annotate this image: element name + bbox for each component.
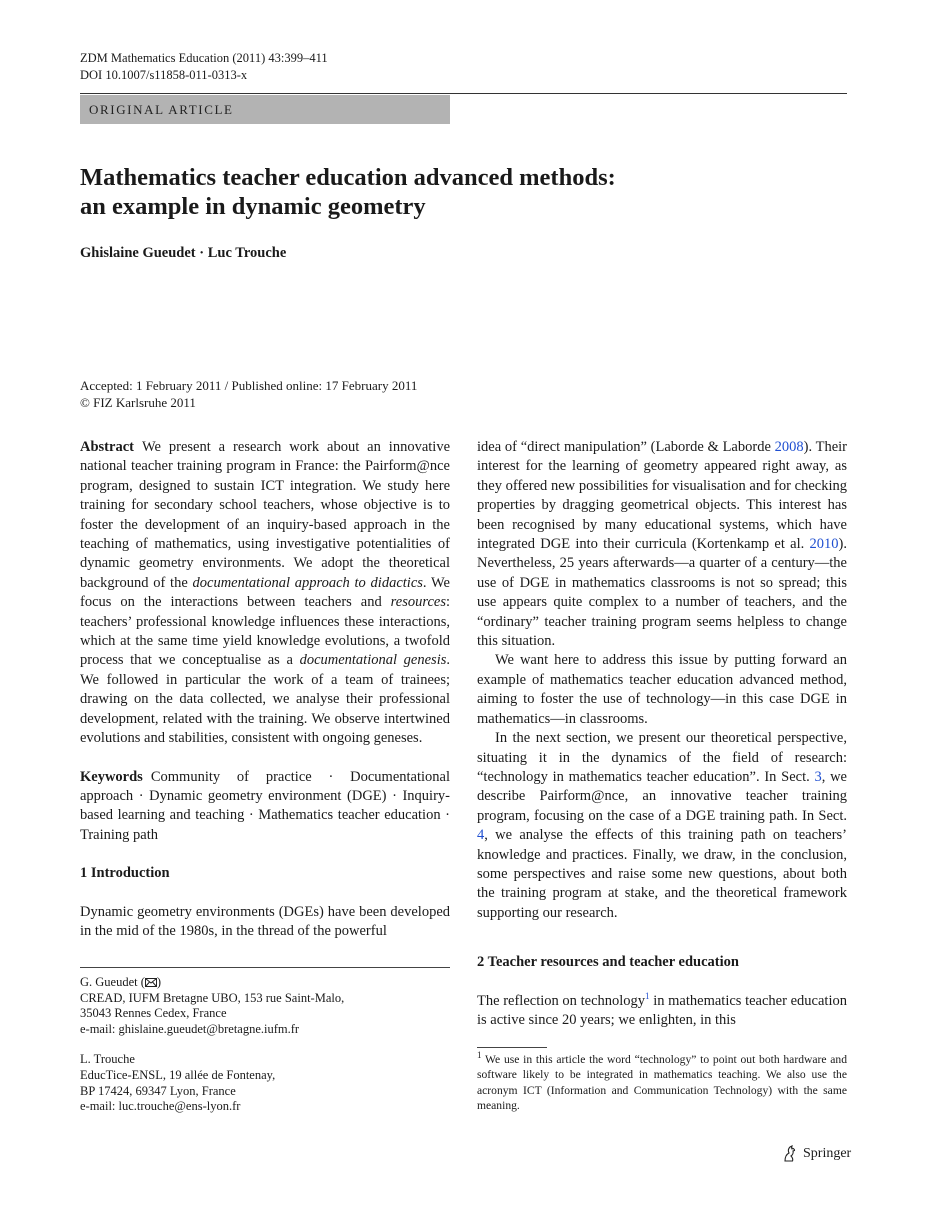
right-column bbox=[477, 438, 847, 1030]
envelope-icon[interactable] bbox=[145, 978, 157, 987]
section-4-link[interactable]: 4 bbox=[477, 827, 485, 844]
footnote-text: We use in this article the word “technology” to point out both hardware and software likely to be integrated in mathematics teaching. We also use the acronym ICT (Information and Communication Technology) with the same meaning. bbox=[477, 1053, 847, 1112]
right-paragraph-1: idea of “direct manipulation” (Laborde & Laborde 2008). Their interest for the learning of geometry appeared right away, as they offered new possibilities for visualisation and for checking properties by dragging geometrical objects. This interest has been recognised by many educational systems, which have integrated DGE into their curricula (Kortenkamp et al. 2010). Nevertheless, 25 years afterwards—a quarter of a century—the use of DGE in mathematics classrooms is not so spread; this use appears quite complex to a number of teachers, and the “ordinary” teacher training program seems helpless to change this situation. bbox=[477, 439, 847, 650]
section-2-heading: 2 Teacher resources and teacher education bbox=[477, 954, 739, 971]
affiliation-gueudet: G. Gueudet ( ) CREAD, IUFM Bretagne UBO, 153 rue Saint-Malo, 35043 Rennes Cedex, France e-mail: ghislaine.gueudet@bretagne.iufm.fr bbox=[80, 975, 345, 1036]
intro-paragraph: Dynamic geometry environments (DGEs) have been developed in the mid of the 1980s, in the thread of the powerful bbox=[80, 903, 450, 939]
copyright-line: © FIZ Karlsruhe 2011 bbox=[80, 394, 196, 410]
right-paragraph-3: In the next section, we present our theoretical perspective, situating it in the dynamics of the field of research: “technology in mathematics teacher education”. In Sect. 3, we describe Pairform@nce, an innovative teacher training program, focusing on the case of a DGE training path. In Sect. 4, we analyse the effects of this training path on teachers’ knowledge and practices. Finally, we draw, in the conclusion, some perspectives and raise some new questions, about both the training program at stake, and the theoretical framework supporting our research. bbox=[477, 730, 847, 921]
abstract: Abstract We present a research work about an innovative national teacher training program in France: the Pairform@nce program, designed to sustain ICT integration. We study here training for secondary school teachers, whose objective is to foster the development of an inquiry-based approach in the teaching of mathematics, using investigative potentialities of dynamic geometry environments. We adopt the theoretical background of the documentational approach to didactics. We focus on the interactions between teachers and resources: teachers’ professional knowledge influences these interactions, which at the same time yield knowledge evolutions, a twofold process that we conceptualise as a documentational genesis. We followed in particular the work of a team of trainees; drawing on the data collected, we analyse their professional development, related with the training. We observe intertwined evolutions and stabilities, consistent with ongoing geneses. bbox=[80, 439, 450, 747]
left-column bbox=[80, 438, 450, 941]
section-3-link[interactable]: 3 bbox=[814, 768, 822, 785]
right-paragraph-2: We want here to address this issue by putting forward an example of mathematics teacher education advanced method, aiming to foster the use of technology—in this case DGE in mathematics—in classrooms. bbox=[477, 652, 847, 727]
header-divider bbox=[80, 93, 847, 94]
journal-citation: ZDM Mathematics Education (2011) 43:399–411 bbox=[80, 51, 328, 65]
publisher-name: Springer bbox=[803, 1146, 852, 1161]
keywords bbox=[80, 768, 450, 846]
citation-link-2010[interactable]: 2010 bbox=[809, 536, 839, 553]
keywords-text: Community of practice · Documentational approach · Dynamic geometry environment (DGE) · Inquiry-based learning and teaching · Mathematics teacher education · Training path bbox=[80, 768, 450, 843]
title-line-2: an example in dynamic geometry bbox=[80, 193, 426, 220]
abstract-label: Abstract bbox=[80, 439, 134, 455]
journal-header bbox=[80, 50, 328, 84]
affiliation-trouche: L. Trouche EducTice-ENSL, 19 allée de Fontenay, BP 17424, 69347 Lyon, France e-mail: luc.trouche@ens-lyon.fr bbox=[80, 1052, 344, 1114]
footnote-divider bbox=[477, 1047, 547, 1048]
footnote-mark: 1 bbox=[477, 1050, 482, 1061]
doi[interactable]: DOI 10.1007/s11858-011-0313-x bbox=[80, 68, 248, 82]
affiliation-divider bbox=[80, 967, 450, 968]
right-paragraph-4: The reflection on technology$^1$ in mathematics teacher education is active since 20 years; we enlighten, in this bbox=[477, 990, 847, 1028]
article-type-badge: ORIGINAL ARTICLE bbox=[80, 95, 450, 124]
citation-link-2008[interactable]: 2008 bbox=[774, 439, 804, 455]
paper-title bbox=[80, 163, 780, 221]
email-trouche[interactable]: e-mail: luc.trouche@ens-lyon.fr bbox=[80, 1099, 241, 1114]
title-line-1: Mathematics teacher education advanced methods: bbox=[80, 164, 616, 191]
affiliations bbox=[80, 975, 344, 1130]
springer-horse-icon bbox=[782, 1145, 798, 1163]
publication-dates bbox=[80, 378, 417, 411]
authors: Ghislaine Gueudet · Luc Trouche bbox=[80, 245, 287, 261]
accepted-line: Accepted: 1 February 2011 / Published online: 17 February 2011 bbox=[80, 378, 418, 393]
keywords-label: Keywords bbox=[80, 768, 143, 785]
footnote-1 bbox=[477, 1052, 847, 1113]
email-gueudet[interactable]: e-mail: ghislaine.gueudet@bretagne.iufm.fr bbox=[80, 1021, 300, 1036]
publisher-logo bbox=[782, 1145, 851, 1163]
footnote-ref-1[interactable]: 1 bbox=[645, 990, 650, 1001]
section-1-heading: 1 Introduction bbox=[80, 865, 170, 882]
